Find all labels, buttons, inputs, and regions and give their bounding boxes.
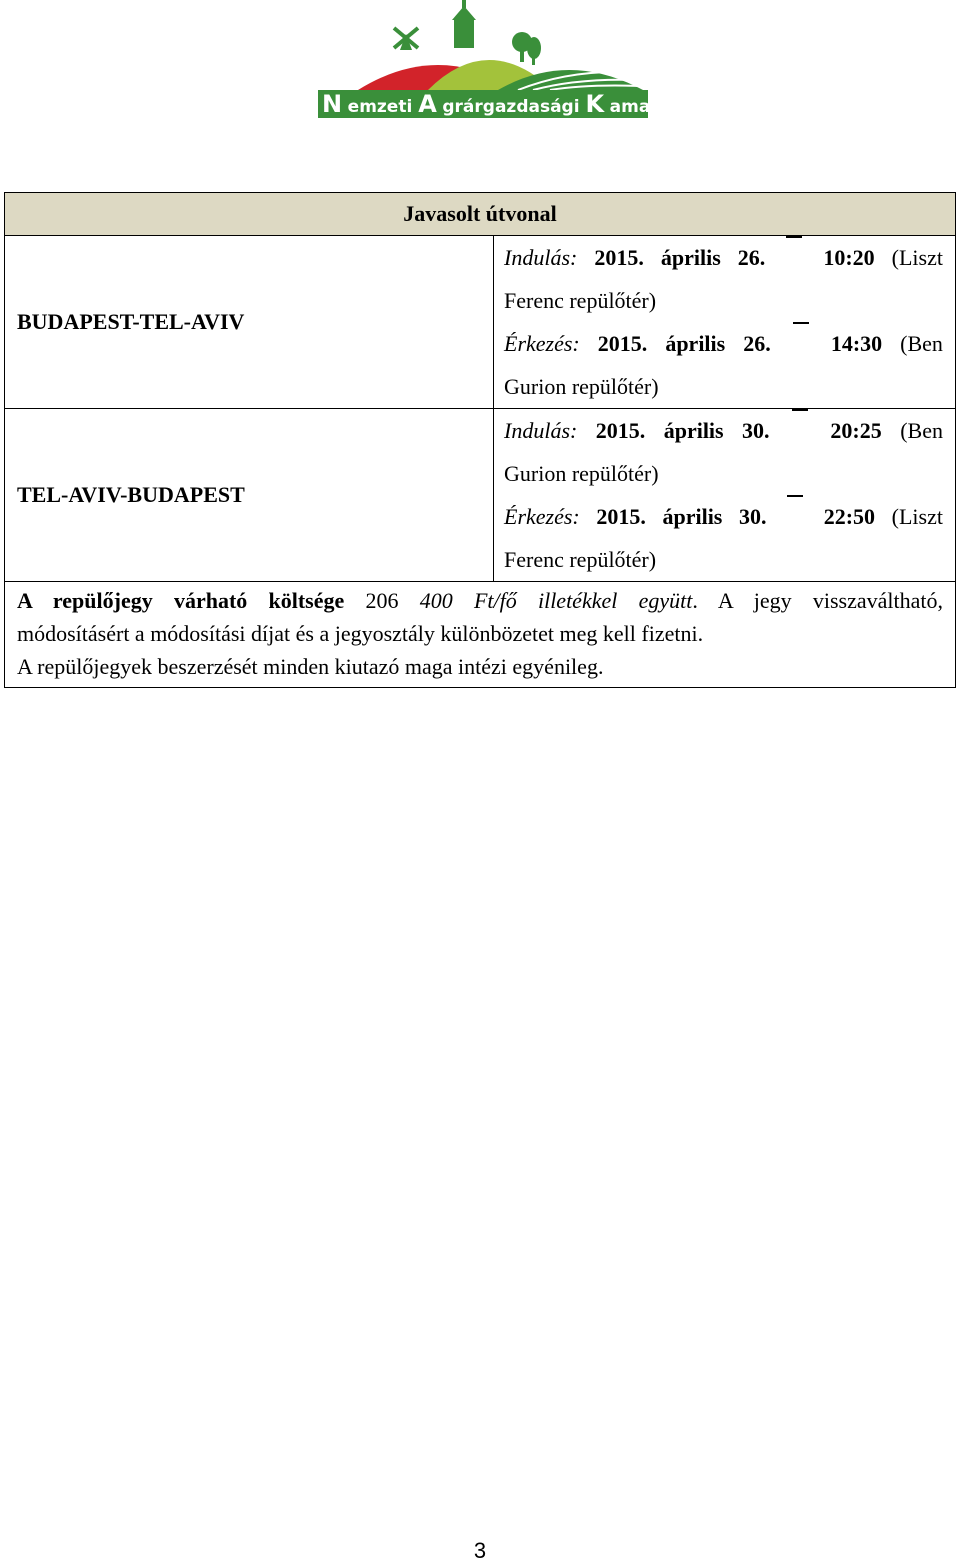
arrival-line: Érkezés: 2015. április 30. 22:50 (Liszt xyxy=(504,495,943,538)
dash-separator xyxy=(793,322,809,365)
route-table xyxy=(4,192,956,688)
cost-note-line-2: módosításért a módosítási díjat és a jegyosztály különbözetet meg kell fizetni. xyxy=(17,621,704,646)
dash-separator xyxy=(787,495,803,538)
route-times xyxy=(494,409,956,582)
cost-note xyxy=(5,582,956,688)
logo-word-kamara: amara xyxy=(609,97,671,117)
logo-letter-k: K xyxy=(585,90,605,118)
arrival-airport: Gurion repülőtér) xyxy=(504,374,659,399)
dash-separator xyxy=(792,409,808,452)
cost-note-line-1: A repülőjegy várható költsége 206 400 Ft/fő illetékkel együtt. A jegy visszaváltható, xyxy=(17,588,944,613)
logo-word-agrargazdasagi: grárgazdasági xyxy=(442,97,586,117)
table-row xyxy=(5,409,956,582)
dash-separator xyxy=(786,236,802,279)
cost-note-line-3: A repülőjegyek beszerzését minden kiutazó maga intézi egyénileg. xyxy=(17,654,604,679)
logo-letter-n: N xyxy=(322,90,343,118)
arrival-line: Érkezés: 2015. április 26. 14:30 (Ben xyxy=(504,322,943,365)
arrival-airport: Ferenc repülőtér) xyxy=(504,547,657,572)
departure-line: Indulás: 2015. április 30. 20:25 (Ben xyxy=(504,409,943,452)
departure-airport: Ferenc repülőtér) xyxy=(504,288,657,313)
nak-logo xyxy=(318,0,671,122)
departure-airport: Gurion repülőtér) xyxy=(504,461,659,486)
logo-letter-a: A xyxy=(418,90,437,118)
route-label: BUDAPEST-TEL-AVIV xyxy=(5,236,494,409)
departure-line: Indulás: 2015. április 26. 10:20 (Liszt xyxy=(504,236,943,279)
table-row xyxy=(5,236,956,409)
table-title: Javasolt útvonal xyxy=(5,193,956,236)
page-number: 3 xyxy=(473,1538,487,1563)
route-label: TEL-AVIV-BUDAPEST xyxy=(5,409,494,582)
table-row xyxy=(5,582,956,688)
route-times xyxy=(494,236,956,409)
logo-word-nemzeti: emzeti xyxy=(347,97,419,117)
